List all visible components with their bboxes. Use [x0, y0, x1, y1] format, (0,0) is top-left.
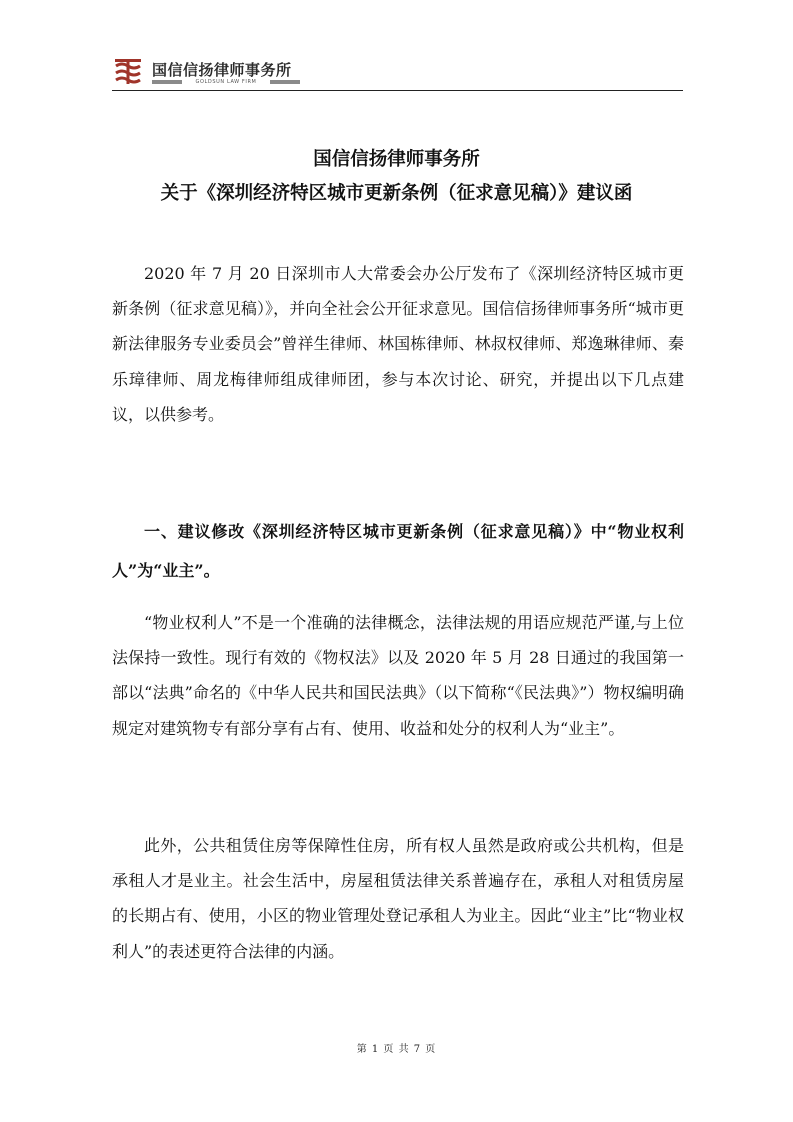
- intro-paragraph: 2020 年 7 月 20 日深圳市人大常委会办公厅发布了《深圳经济特区城市更新条例（征求意见稿）》，并向全社会公开征求意见。国信信扬律师事务所“城市更新法律服务专业委员会”曾祥生律师、林国栋律师、林叔权律师、郑逸琳律师、秦乐璋律师、周龙梅律师组成律师团，参与本次讨论、研究，并提出以下几点建议，以供参考。: [112, 264, 684, 424]
- firm-logo-icon: [112, 56, 144, 86]
- decor-bar-left: [152, 80, 182, 84]
- title-line-1: 国信信扬律师事务所: [313, 149, 480, 170]
- title-line-2: 关于《深圳经济特区城市更新条例（征求意见稿）》建议函: [160, 183, 633, 204]
- section-1-paragraph-1: “物业权利人”不是一个准确的法律概念，法律法规的用语应规范严谨,与上位法保持一致性。现行有效的《物权法》以及 2020 年 5 月 28 日通过的我国第一部以“法典”命名的《中华人民共和国民法典》（以下简称“《民法典》”）物权编明确规定对建筑物专有部分享有占有、使用、收益和处分的权利人为“业主”。: [112, 613, 684, 738]
- letterhead: [112, 52, 684, 92]
- decor-bar-right: [270, 80, 300, 84]
- section-1-heading: 一、建议修改《深圳经济特区城市更新条例（征求意见稿）》中“物业权利人”为“业主”。: [112, 522, 684, 580]
- header-divider: [112, 90, 683, 91]
- firm-name-english: [152, 78, 300, 86]
- document-title: [60, 143, 733, 211]
- section-1-paragraph-2: 此外，公共租赁住房等保障性住房，所有权人虽然是政府或公共机构，但是承租人才是业主。社会生活中，房屋租赁法律关系普遍存在，承租人对租赁房屋的长期占有、使用，小区的物业管理处登记承租人为业主。因此“业主”比“物业权利人”的表述更符合法律的内涵。: [112, 836, 684, 961]
- firm-name: 国信信扬律师事务所: [152, 61, 292, 79]
- firm-name-en-text: GOLDSUN LAW FIRM: [195, 79, 257, 85]
- page-number: 第 1 页 共 7 页: [356, 1044, 437, 1055]
